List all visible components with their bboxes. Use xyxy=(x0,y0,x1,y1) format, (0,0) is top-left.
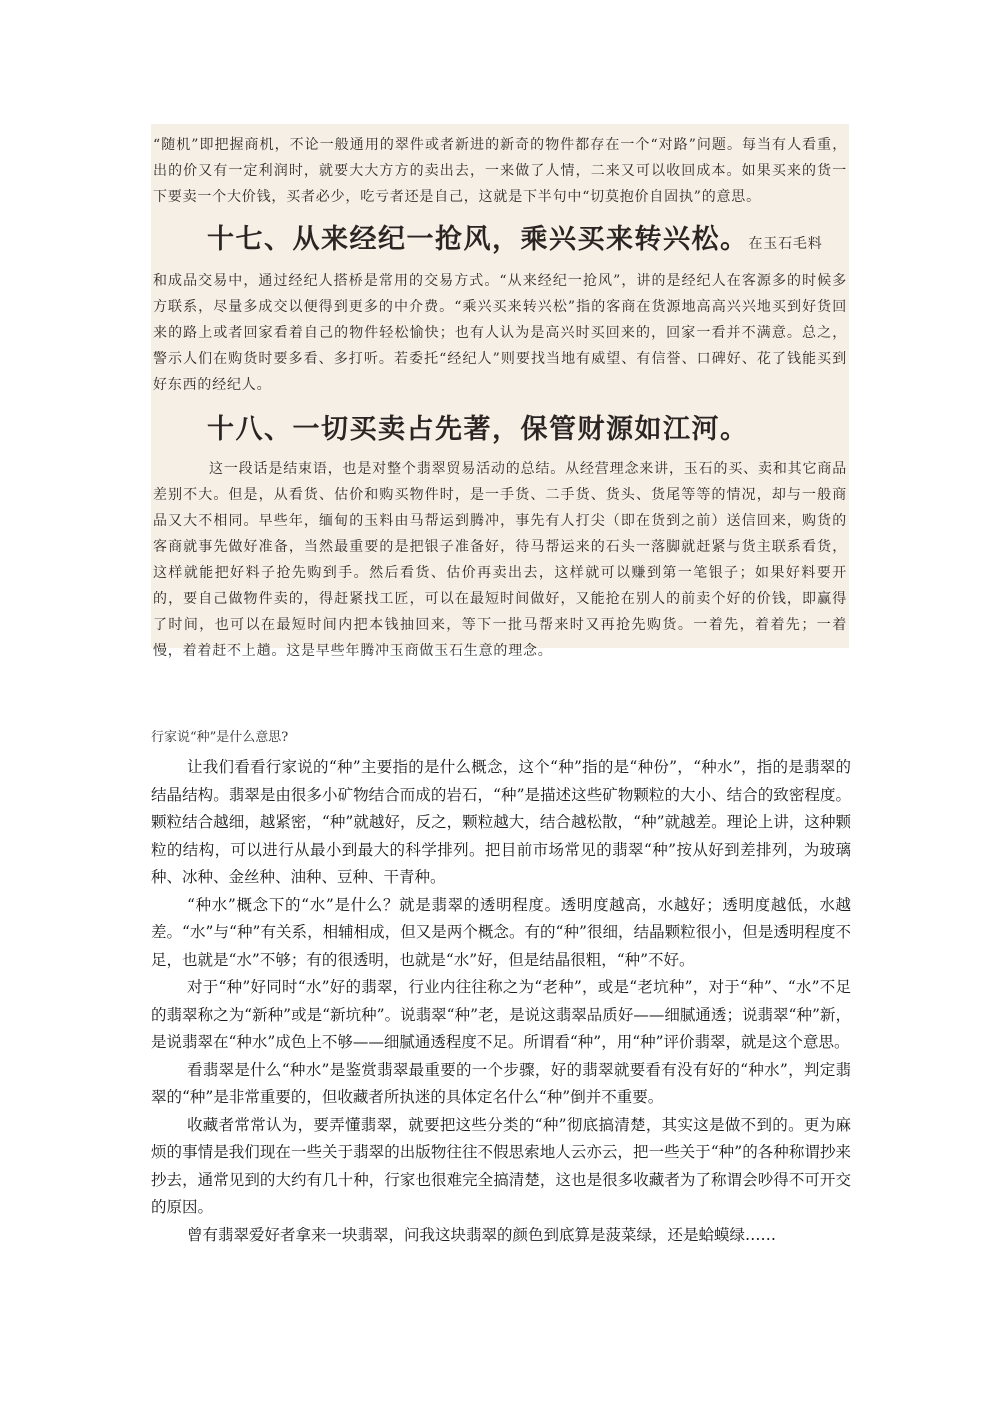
article-paragraph: 收藏者常常认为，要弄懂翡翠，就要把这些分类的“种”彻底搞清楚，其实这是做不到的。更为麻烦的事情是我们现在一些关于翡翠的出版物往往不假思索地人云亦云，把一些关于“种”的各种称谓抄来抄去，通常见到的大约有几十种，行家也很难完全搞清楚，这也是很多收藏者为了称谓会吵得不可开交的原因。 xyxy=(151,1115,851,1216)
article-paragraph: 让我们看看行家说的“种”主要指的是什么概念，这个“种”指的是“种份”，“种水”，指的是翡翠的结晶结构。翡翠是由很多小矿物结合而成的岩石，“种”是描述这些矿物颗粒的大小、结合的致密程度。颗粒结合越细，越紧密，“种”就越好，反之，颗粒越大，结合越松散，“种”就越差。理论上讲，这种颗粒的结构，可以进行从最小到最大的科学排列。把目前市场常见的翡翠“种”按从好到差排列，为玻璃种、冰种、金丝种、油种、豆种、干青种。 xyxy=(151,758,851,886)
intro-paragraph: “随机”即把握商机，不论一般通用的翠件或者新进的新奇的物件都存在一个“对路”问题。每当有人看重，出的价又有一定利润时，就要大大方方的卖出去，一来做了人情，二来又可以收回成本。如果买来的货一下要卖一个大价钱，买者必少，吃亏者还是自己，这就是下半句中“切莫抱价自固执”的意思。 xyxy=(153,137,847,205)
paragraph-17: 和成品交易中，通过经纪人搭桥是常用的交易方式。“从来经纪一抢风”，讲的是经纪人在客源多的时候多方联系，尽量多成交以便得到更多的中介费。“乘兴买来转兴松”指的客商在货源地高高兴兴地买到好货回来的路上或者回家看着自己的物件轻松愉快；也有人认为是高兴时买回来的，回家一看并不满意。总之，警示人们在购货时要多看、多打听。若委托“经纪人”则要找当地有威望、有信誉、口碑好、花了钱能买到好东西的经纪人。 xyxy=(153,273,847,393)
article-title: 行家说“种”是什么意思? xyxy=(151,730,289,745)
paragraph-18: 这一段话是结束语，也是对整个翡翠贸易活动的总结。从经营理念来讲，玉石的买、卖和其它商品差别不大。但是，从看货、估价和购买物件时，是一手货、二手货、货头、货尾等等的情况，却与一般商品又大不相同。早些年，缅甸的玉料由马帮运到腾冲，事先有人打尖（即在货到之前）送信回来，购货的客商就事先做好准备，当然最重要的是把银子准备好，待马帮运来的石头一落脚就赶紧与货主联系看货，这样就能把好料子抢先购到手。然后看货、估价再卖出去，这样就可以赚到第一笔银子；如果好料要开的，要自己做物件卖的，得赶紧找工匠，可以在最短时间做好，又能抢在别人的前卖个好的价钱，即赢得了时间，也可以在最短时间内把本钱抽回来，等下一批马帮来时又再抢先购货。一着先，着着先；一着慢，着着赶不上趟。这是早些年腾冲玉商做玉石生意的理念。 xyxy=(153,461,847,659)
article-section xyxy=(151,728,851,1249)
article-paragraph: 对于“种”好同时“水”好的翡翠，行业内往往称之为“老种”，或是“老坑种”，对于“种”、“水”不足的翡翠称之为“新种”或是“新坑种”。说翡翠“种”老，是说这翡翠品质好——细腻通透；说翡翠“种”新，是说翡翠在“种水”成色上不够——细腻通透程度不足。所谓看“种”，用“种”评价翡翠，就是这个意思。 xyxy=(151,978,851,1051)
scanned-book-excerpt xyxy=(151,124,849,659)
article-paragraph: 看翡翠是什么“种水”是鉴赏翡翠最重要的一个步骤，好的翡翠就要看有没有好的“种水”，判定翡翠的“种”是非常重要的，但收藏者所执迷的具体定名什么“种”倒并不重要。 xyxy=(151,1060,851,1106)
heading-17-lead-text: 在玉石毛料 xyxy=(748,236,823,252)
section-17 xyxy=(151,216,849,268)
heading-17: 十七、从来经纪一抢风，乘兴买来转兴松。 xyxy=(207,224,749,255)
heading-18: 十八、一切买卖占先著，保管财源如江河。 xyxy=(207,414,749,445)
article-paragraph: 曾有翡翠爱好者拿来一块翡翠，问我这块翡翠的颜色到底算是菠菜绿，还是蛤蟆绿…… xyxy=(187,1225,777,1244)
article-paragraph: “种水”概念下的“水”是什么？就是翡翠的透明程度。透明度越高，水越好；透明度越低，水越差。“水”与“种”有关系，相辅相成，但又是两个概念。有的“种”很细，结晶颗粒很小，但是透明程度不足，也就是“水”不够；有的很透明，也就是“水”好，但是结晶很粗，“种”不好。 xyxy=(151,895,851,969)
